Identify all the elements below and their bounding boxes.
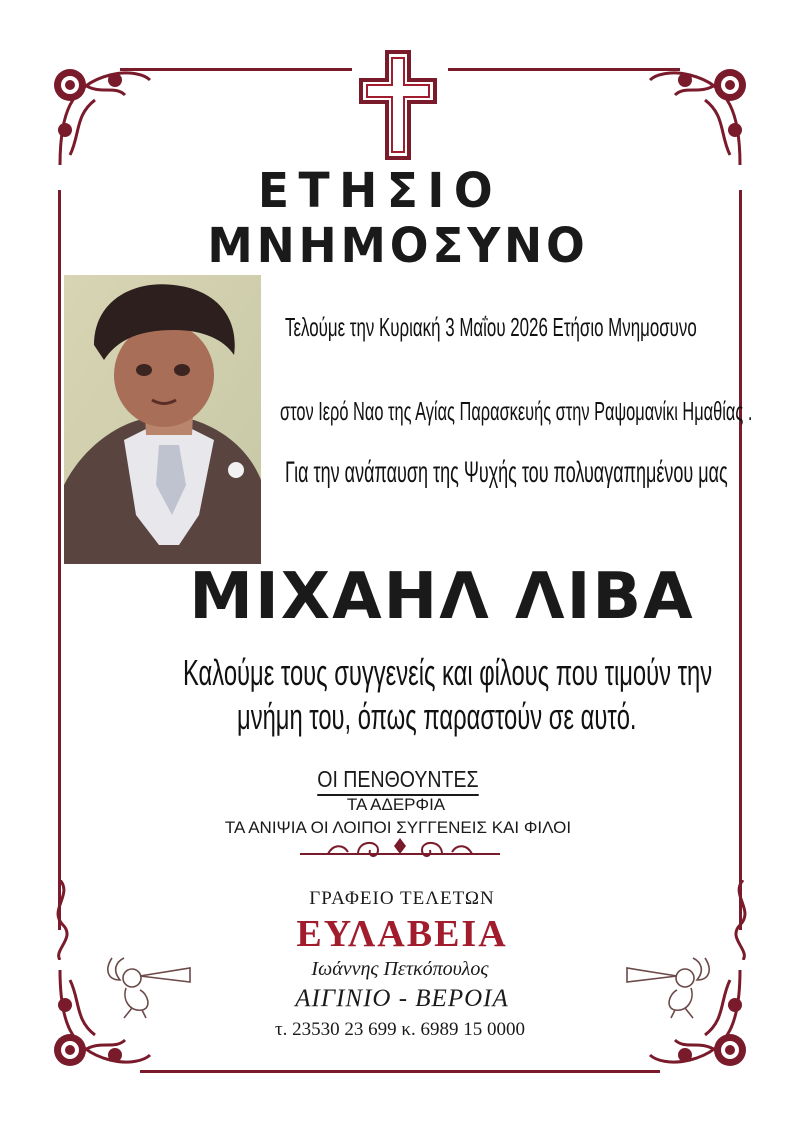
funeral-home-brand: ΕΥΛΑΒΕΙΑ xyxy=(296,913,508,955)
frame-bottom-line xyxy=(140,1070,660,1073)
cross-icon xyxy=(359,50,437,160)
funeral-home-phones: τ. 23530 23 699 κ. 6989 15 0000 xyxy=(275,1019,525,1040)
funeral-home-location: ΑΙΓΙΝΙΟ - ΒΕΡΟΙΑ xyxy=(295,985,509,1012)
funeral-home-label: ΓΡΑΦΕΙΟ ΤΕΛΕΤΩΝ xyxy=(309,888,495,909)
deceased-portrait xyxy=(64,275,261,564)
dedication-text: Για την ανάπαυση της Ψυχής του πολυαγαπημένου μας xyxy=(285,456,728,489)
trumpet-angel-icon-right xyxy=(620,950,715,1020)
mourners-siblings: ΤΑ ΑΔΕΡΦΙΑ xyxy=(346,795,446,814)
funeral-home-owner: Ιωάννης Πετκόπουλος xyxy=(311,958,489,980)
mourners-heading-text: ΟΙ ΠΕΝΘΟΥΝΤΕΣ xyxy=(317,766,478,796)
church-location-text: στον Ιερό Ναο της Αγίας Παρασκευής στην Ραψομανίκι Ημαθίας . xyxy=(280,396,753,426)
corner-ornament-top-right xyxy=(640,55,760,175)
invitation-line-1: Καλούμε τους συγγενείς και φίλους που τιμούν την xyxy=(183,652,713,693)
service-date-text: Τελούμε την Κυριακή 3 Μαΐου 2026 Ετήσιο Μνημοσυνο xyxy=(285,312,697,342)
mourners-heading xyxy=(0,766,798,796)
invitation-line-2: μνήμη του, όπως παραστούν σε αυτό. xyxy=(237,696,637,737)
title-line-2: ΜΝΗΜΟΣΥΝΟ xyxy=(207,218,589,274)
title-line-1: ΕΤΗΣΙΟ xyxy=(257,163,503,219)
corner-ornament-top-left xyxy=(40,55,160,175)
deceased-name: ΜΙΧΑΗΛ ΛΙΒΑ xyxy=(189,560,695,634)
floral-divider-icon xyxy=(298,832,502,868)
trumpet-angel-icon xyxy=(102,950,197,1020)
mourners-relatives: ΤΑ ΑΝΙΨΙΑ ΟΙ ΛΟΙΠΟΙ ΣΥΓΓΕΝΕΙΣ ΚΑΙ ΦΙΛΟΙ xyxy=(224,818,572,837)
